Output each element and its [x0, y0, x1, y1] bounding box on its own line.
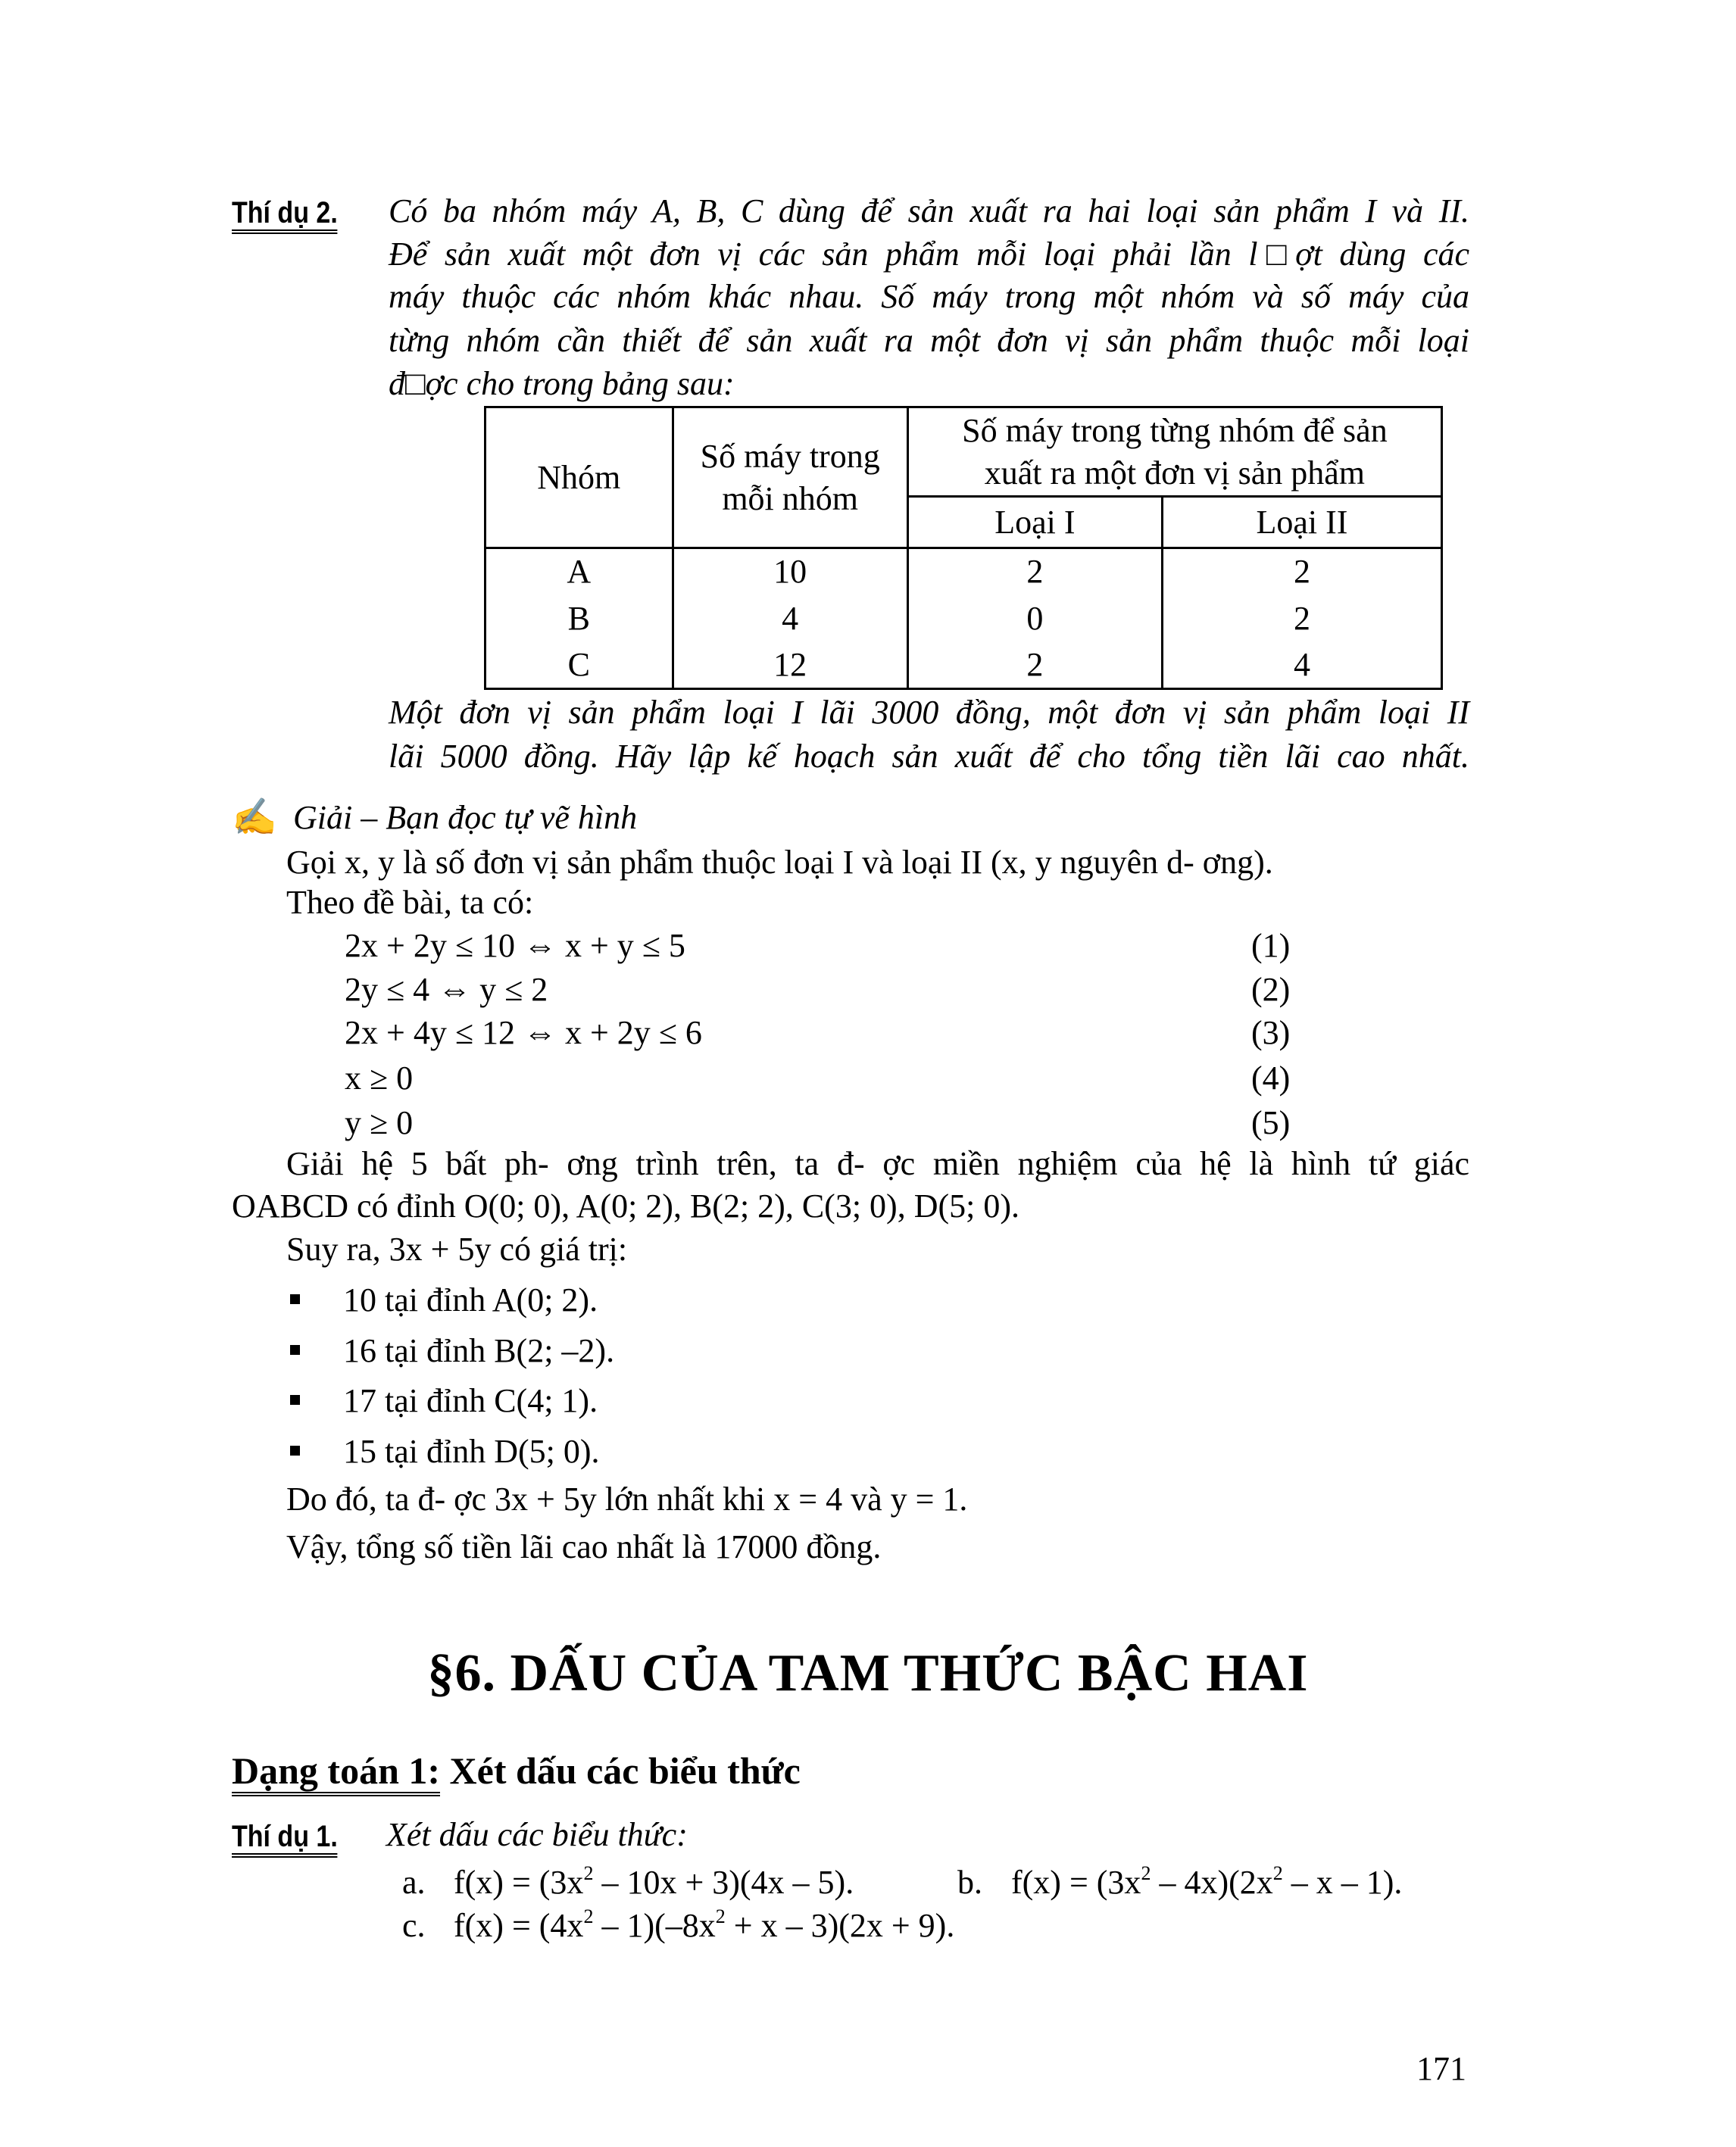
equation-number: (5) [1251, 1104, 1291, 1141]
header-group: Nhóm [486, 407, 673, 548]
solution-title: Giải – Bạn đọc tự vẽ hình [293, 799, 638, 836]
item-b-label: b. [957, 1864, 982, 1901]
equation-number: (3) [1251, 1014, 1291, 1051]
pen-writing-icon: ✍ [232, 797, 277, 838]
solution-p3b: OABCD có đỉnh O(0; 0), A(0; 2), B(2; 2), C(3; 0), D(5; 0). [232, 1187, 1020, 1225]
example2-after: lãi 5000 đồng. Hãy lập kế hoạch sản xuất để cho tổng tiền lãi cao nhất. [389, 738, 1469, 775]
solution-p4: Suy ra, 3x + 5y có giá trị: [286, 1231, 628, 1268]
example2-line: từng nhóm cần thiết để sản xuất ra một đơn vị sản phẩm thuộc mỗi loại [389, 322, 1469, 359]
equation-number: (1) [1251, 927, 1291, 964]
equation-number: (4) [1251, 1059, 1291, 1097]
header-count: Số máy trong mỗi nhóm [673, 407, 907, 548]
section-heading: §6. DẤU CỦA TAM THỨC BẬC HAI [427, 1644, 1309, 1702]
example1-label: Thí dụ 1. [232, 1815, 356, 1858]
example2-line: Có ba nhóm máy A, B, C dùng để sản xuất ra hai loại sản phẩm I và II. [389, 192, 1469, 229]
equation: 2y ≤ 4 ⇔ y ≤ 2 [345, 971, 548, 1008]
page-number: 171 [1416, 2050, 1466, 2087]
bullet-icon [290, 1294, 300, 1304]
bullet-icon [290, 1395, 300, 1405]
example2-line: đ□ợc cho trong bảng sau: [389, 365, 735, 402]
machine-table [484, 406, 1443, 690]
bullet-icon [290, 1345, 300, 1355]
example2-label: Thí dụ 2. [232, 191, 356, 234]
problem-type: Dạng toán 1: Xét dấu các biểu thức [232, 1748, 801, 1793]
item-a-label: a. [402, 1864, 426, 1901]
header-need: Số máy trong từng nhóm để sản xuất ra một đơn vị sản phẩm [907, 407, 1441, 497]
equation: y ≥ 0 [345, 1104, 414, 1141]
table-row: A 10 2 2 [486, 548, 1442, 595]
bullet-item: 17 tại đỉnh C(4; 1). [343, 1382, 598, 1419]
equation: 2x + 2y ≤ 10 ⇔ x + y ≤ 5 [345, 927, 685, 964]
example1-text: Xét dấu các biểu thức: [386, 1816, 688, 1853]
item-b: $f(x) = (3x^2 - 4x)(2x^2 - x - 1)$. [1011, 1862, 1403, 1901]
item-c-label: c. [402, 1907, 426, 1944]
equation: x ≥ 0 [345, 1059, 414, 1097]
header-type2: Loại II [1162, 497, 1441, 548]
solution-p1: Gọi x, y là số đơn vị sản phẩm thuộc loại I và loại II (x, y nguyên d- ơng). [286, 844, 1273, 881]
solution-p5: Do đó, ta đ- ợc 3x + 5y lớn nhất khi x = 4 và y = 1. [286, 1481, 968, 1518]
item-c: $f(x) = (4x^2 - 1)(-8x^2 + x - 3)(2x + 9)$. [454, 1905, 955, 1944]
solution-p6: Vậy, tổng số tiền lãi cao nhất là 17000 đồng. [286, 1528, 882, 1565]
header-type1: Loại I [907, 497, 1162, 548]
table-row: B 4 0 2 [486, 595, 1442, 642]
example2-after: Một đơn vị sản phẩm loại I lãi 3000 đồng, một đơn vị sản phẩm loại II [389, 694, 1469, 731]
item-a: $f(x) = (3x^2 - 10x + 3)(4x - 5)$. [454, 1862, 854, 1901]
bullet-item: 15 tại đỉnh D(5; 0). [343, 1433, 600, 1470]
equation: 2x + 4y ≤ 12 ⇔ x + 2y ≤ 6 [345, 1014, 702, 1051]
solution-p2: Theo đề bài, ta có: [286, 884, 534, 921]
example2-line: máy thuộc các nhóm khác nhau. Số máy trong một nhóm và số máy của [389, 278, 1469, 315]
table-row: C 12 2 4 [486, 642, 1442, 689]
equation-number: (2) [1251, 971, 1291, 1008]
solution-p3: Giải hệ 5 bất ph- ơng trình trên, ta đ- ợc miền nghiệm của hệ là hình tứ giác [286, 1145, 1469, 1182]
bullet-icon [290, 1446, 300, 1456]
bullet-item: 10 tại đỉnh A(0; 2). [343, 1281, 598, 1318]
bullet-item: 16 tại đỉnh B(2; –2). [343, 1332, 615, 1369]
example2-line: Để sản xuất một đơn vị các sản phẩm mỗi loại phải lần l□ợt dùng các [389, 236, 1469, 273]
